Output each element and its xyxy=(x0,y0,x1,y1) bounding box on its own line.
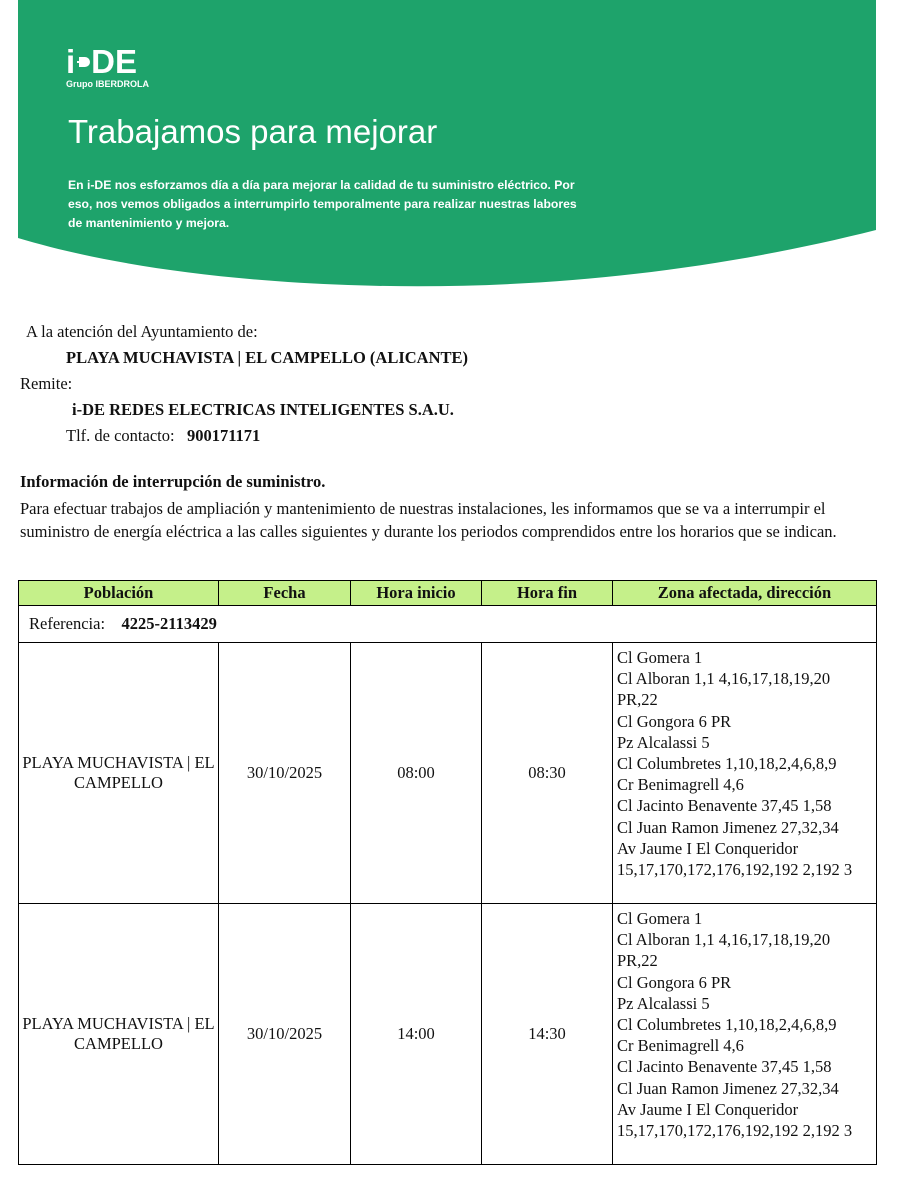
logo-wordmark: DE xyxy=(91,43,138,80)
zone-line: Cl Columbretes 1,10,18,2,4,6,8,9 xyxy=(617,754,837,774)
zone-line: Av Jaume I El Conqueridor 15,17,170,172,176,192,192 2,192 3 xyxy=(617,838,853,880)
zone-line: Cr Benimagrell 4,6 xyxy=(617,1036,744,1056)
attention-label: A la atención del Ayuntamiento de: xyxy=(26,322,258,341)
sender-label: Remite: xyxy=(20,374,73,393)
table-row xyxy=(19,904,877,1165)
logo-group-line xyxy=(66,79,149,89)
zone-line: Cl Alboran 1,1 4,16,17,18,19,20 PR,22 xyxy=(617,669,831,710)
ide-logo xyxy=(66,45,149,89)
zone-line: Cl Gongora 6 PR xyxy=(617,972,732,992)
cell-hora-fin: 08:30 xyxy=(482,643,613,904)
zone-line: Pz Alcalassi 5 xyxy=(617,732,710,752)
banner-title: Trabajamos para mejorar xyxy=(68,113,438,150)
reference-label: Referencia: xyxy=(29,614,106,633)
cell-zona xyxy=(613,904,877,1165)
intro-paragraph: Para efectuar trabajos de ampliación y mantenimiento de nuestras instalaciones, les informamos que se va a interrumpir el suministro de energía eléctrica a las calles siguientes y durante los periodos comprendidos entre los horarios que se indican. xyxy=(20,499,837,541)
zone-line: Pz Alcalassi 5 xyxy=(617,993,710,1013)
banner-text: En i-DE nos esforzamos día a día para mejorar la calidad de tu suministro eléctrico. Por eso, nos vemos obligados a interrumpirlo temporalmente para realizar nuestras labores de mantenimiento y mejora. xyxy=(68,178,577,230)
header-zona: Zona afectada, dirección xyxy=(613,581,877,606)
zone-line: Cr Benimagrell 4,6 xyxy=(617,775,744,795)
zone-line: Cl Jacinto Benavente 37,45 1,58 xyxy=(617,796,832,816)
cell-fecha: 30/10/2025 xyxy=(219,904,351,1165)
reference-cell xyxy=(19,606,877,643)
table-row xyxy=(19,643,877,904)
cell-zona xyxy=(613,643,877,904)
cell-poblacion: PLAYA MUCHAVISTA | EL CAMPELLO xyxy=(19,904,219,1165)
interruption-table xyxy=(18,580,877,1165)
header-banner xyxy=(18,0,876,290)
zone-line: Cl Jacinto Benavente 37,45 1,58 xyxy=(617,1057,832,1077)
logo-i-letter: i xyxy=(66,43,76,80)
cell-fecha: 30/10/2025 xyxy=(219,643,351,904)
logo-group-label: Grupo xyxy=(66,79,93,89)
zone-line: Cl Alboran 1,1 4,16,17,18,19,20 PR,22 xyxy=(617,930,831,971)
municipality-name: PLAYA MUCHAVISTA | EL CAMPELLO (ALICANTE) xyxy=(66,348,469,367)
header-poblacion: Población xyxy=(19,581,219,606)
logo-company-label: IBERDROLA xyxy=(95,79,150,89)
zone-line: Cl Gomera 1 xyxy=(617,648,703,667)
plug-icon xyxy=(76,56,90,68)
zone-line: Av Jaume I El Conqueridor 15,17,170,172,176,192,192 2,192 3 xyxy=(617,1099,853,1141)
phone-number: 900171171 xyxy=(186,426,261,445)
cell-poblacion: PLAYA MUCHAVISTA | EL CAMPELLO xyxy=(19,643,219,904)
zone-line: Cl Juan Ramon Jimenez 27,32,34 xyxy=(617,817,839,837)
zone-line: Cl Juan Ramon Jimenez 27,32,34 xyxy=(617,1078,839,1098)
table-header-row xyxy=(19,581,877,606)
reference-row xyxy=(19,606,877,643)
phone-label: Tlf. de contacto: xyxy=(66,426,175,445)
zone-line: Cl Gongora 6 PR xyxy=(617,711,732,731)
header-fecha: Fecha xyxy=(219,581,351,606)
zone-line: Cl Gomera 1 xyxy=(617,909,703,928)
reference-number: 4225-2113429 xyxy=(121,614,217,633)
cell-hora-fin: 14:30 xyxy=(482,904,613,1165)
cell-hora-inicio: 08:00 xyxy=(351,643,482,904)
cell-hora-inicio: 14:00 xyxy=(351,904,482,1165)
contact-phone-line xyxy=(66,426,260,446)
zone-line: Cl Columbretes 1,10,18,2,4,6,8,9 xyxy=(617,1015,837,1035)
header-hora-fin: Hora fin xyxy=(482,581,613,606)
section-title: Información de interrupción de suministro. xyxy=(20,472,326,491)
header-hora-inicio: Hora inicio xyxy=(351,581,482,606)
sender-name: i-DE REDES ELECTRICAS INTELIGENTES S.A.U. xyxy=(72,400,454,419)
